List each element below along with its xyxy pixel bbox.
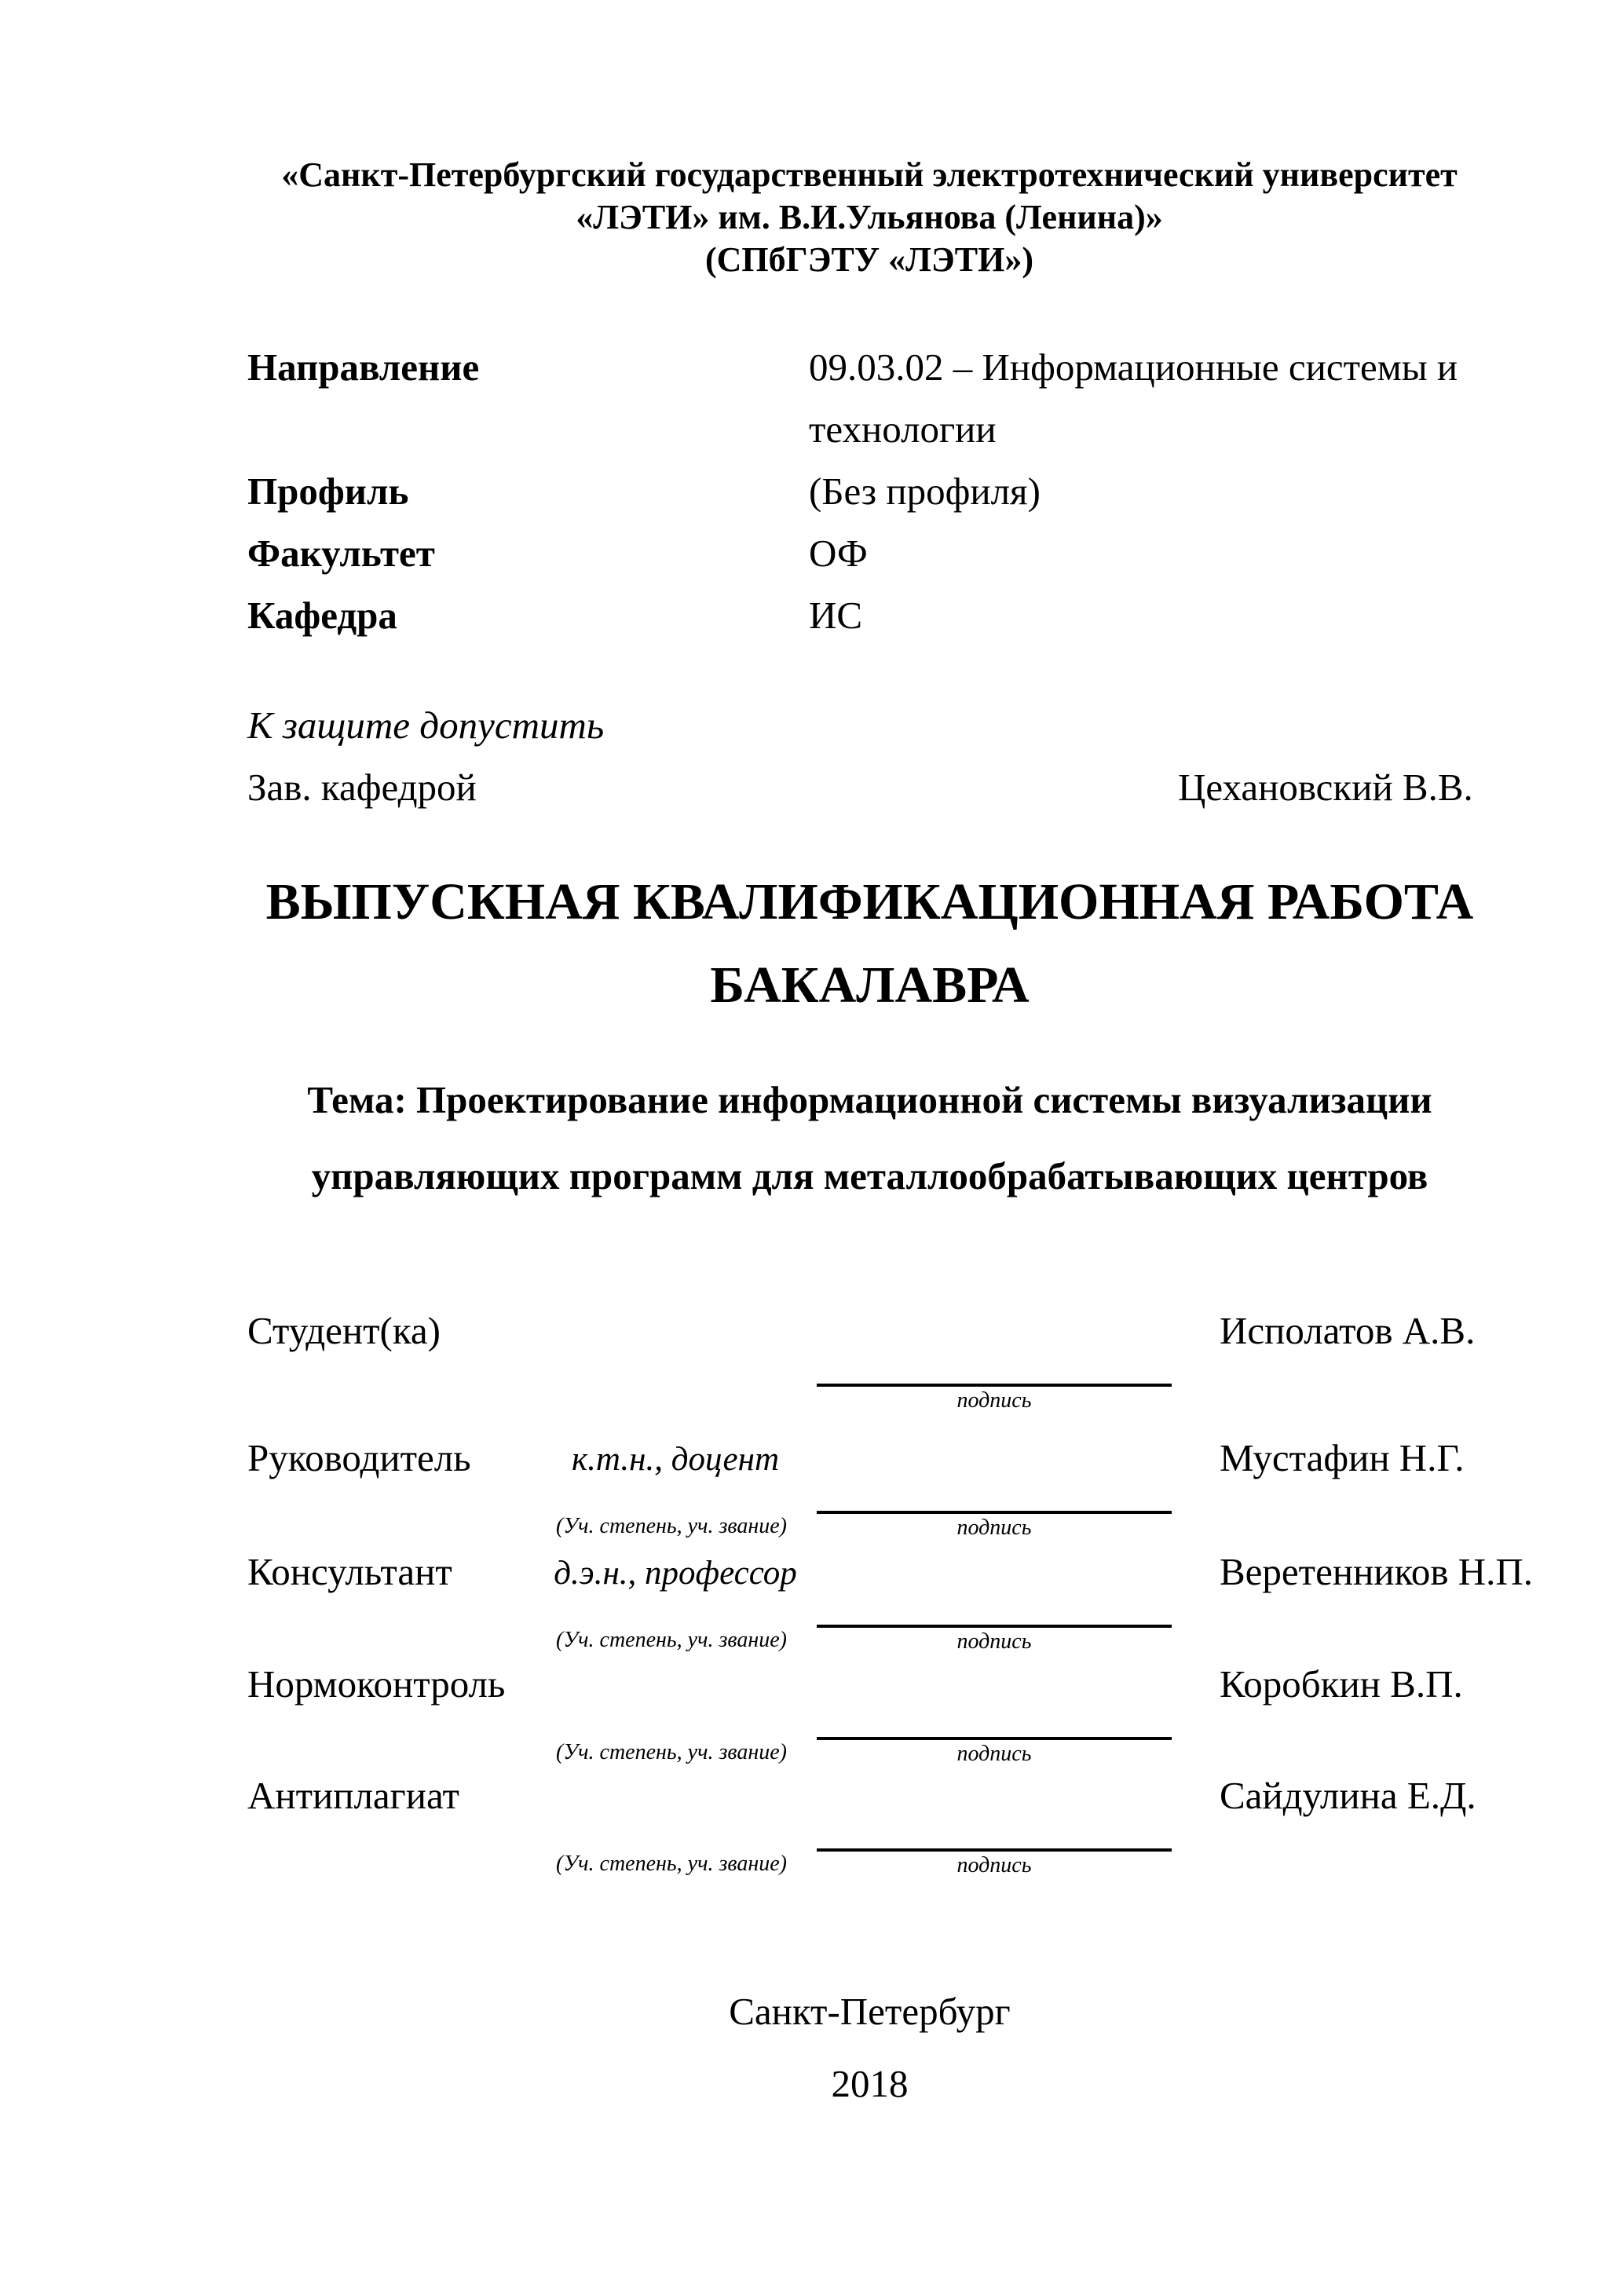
direction-label: Направление xyxy=(247,345,480,389)
university-abbreviation: (СПбГЭТУ «ЛЭТИ») xyxy=(705,240,1033,279)
work-title-line1: ВЫПУСКНАЯ КВАЛИФИКАЦИОННАЯ РАБОТА xyxy=(265,873,1474,930)
university-name-line1: «Санкт-Петербургский государственный электротехнический университет xyxy=(281,155,1458,194)
profile-label: Профиль xyxy=(247,470,409,513)
consultant-signature-line xyxy=(817,1593,1172,1628)
university-name-line2: «ЛЭТИ» им. В.И.Ульянова (Ленина)» xyxy=(576,198,1163,236)
signature-row-consultant xyxy=(247,1549,1533,1654)
consultant-degree: д.э.н., профессор xyxy=(554,1555,797,1592)
head-of-department-label: Зав. кафедрой xyxy=(247,766,477,809)
normcontrol-signature-hint: подпись xyxy=(956,1742,1032,1766)
normcontrol-signature-line xyxy=(817,1706,1172,1740)
program-meta xyxy=(247,336,1496,646)
consultant-degree-hint: (Уч. степень, уч. звание) xyxy=(556,1628,787,1652)
consultant-signature-hint: подпись xyxy=(956,1629,1032,1654)
university-header xyxy=(221,154,1517,281)
signature-row-supervisor xyxy=(247,1435,1496,1540)
theme-block xyxy=(247,1062,1492,1214)
consultant-name: Веретенников Н.П. xyxy=(1220,1550,1533,1593)
head-of-department-name: Цехановский В.В. xyxy=(1178,766,1473,809)
admission-signature-row xyxy=(247,756,1496,818)
normcontrol-degree-hint: (Уч. степень, уч. звание) xyxy=(556,1740,787,1764)
student-signature-hint: подпись xyxy=(956,1388,1032,1413)
supervisor-degree-hint: (Уч. степень, уч. звание) xyxy=(556,1514,787,1538)
theme-line1: Тема: Проектирование информационной системы визуализации xyxy=(307,1078,1432,1121)
department-label: Кафедра xyxy=(247,594,397,637)
direction-value: 09.03.02 – Информационные системы и технологии xyxy=(809,345,1458,451)
antiplagiarism-name: Сайдулина Е.Д. xyxy=(1220,1774,1476,1817)
antiplagiarism-role-label: Антиплагиат xyxy=(247,1774,459,1817)
faculty-label: Факультет xyxy=(247,532,435,575)
footer-block xyxy=(247,1976,1492,2120)
department-value: ИС xyxy=(809,594,863,637)
profile-value: (Без профиля) xyxy=(809,470,1041,513)
supervisor-role-label: Руководитель xyxy=(247,1436,471,1479)
signature-row-normcontrol xyxy=(247,1662,1496,1764)
admission-block xyxy=(247,694,1496,818)
supervisor-degree: к.т.н., доцент xyxy=(571,1441,780,1478)
antiplagiarism-signature-line xyxy=(817,1817,1172,1852)
meta-row-direction xyxy=(247,336,1496,460)
normcontrol-name: Коробкин В.П. xyxy=(1220,1662,1463,1706)
footer-year: 2018 xyxy=(831,2062,909,2105)
meta-row-faculty xyxy=(247,522,1496,584)
supervisor-signature-line xyxy=(817,1479,1172,1514)
student-signature-line xyxy=(817,1352,1172,1387)
admission-statement: К защите допустить xyxy=(247,704,605,747)
supervisor-signature-hint: подпись xyxy=(956,1515,1032,1540)
signature-row-student xyxy=(247,1308,1496,1413)
work-title xyxy=(247,861,1492,1027)
signature-row-antiplagiarism xyxy=(247,1773,1496,1875)
work-title-line2: БАКАЛАВРА xyxy=(710,956,1030,1014)
meta-row-department xyxy=(247,584,1496,646)
antiplagiarism-signature-hint: подпись xyxy=(956,1853,1032,1877)
footer-city: Санкт-Петербург xyxy=(729,1990,1011,2033)
student-role-label: Студент(ка) xyxy=(247,1309,441,1352)
theme-line2: управляющих программ для металлообрабатывающих центров xyxy=(311,1154,1428,1197)
supervisor-name: Мустафин Н.Г. xyxy=(1220,1436,1465,1479)
faculty-value: ОФ xyxy=(809,532,868,575)
antiplagiarism-degree-hint: (Уч. степень, уч. звание) xyxy=(556,1852,787,1876)
student-name: Исполатов А.В. xyxy=(1220,1309,1476,1352)
consultant-role-label: Консультант xyxy=(247,1550,452,1593)
normcontrol-role-label: Нормоконтроль xyxy=(247,1662,506,1706)
meta-row-profile xyxy=(247,460,1496,522)
